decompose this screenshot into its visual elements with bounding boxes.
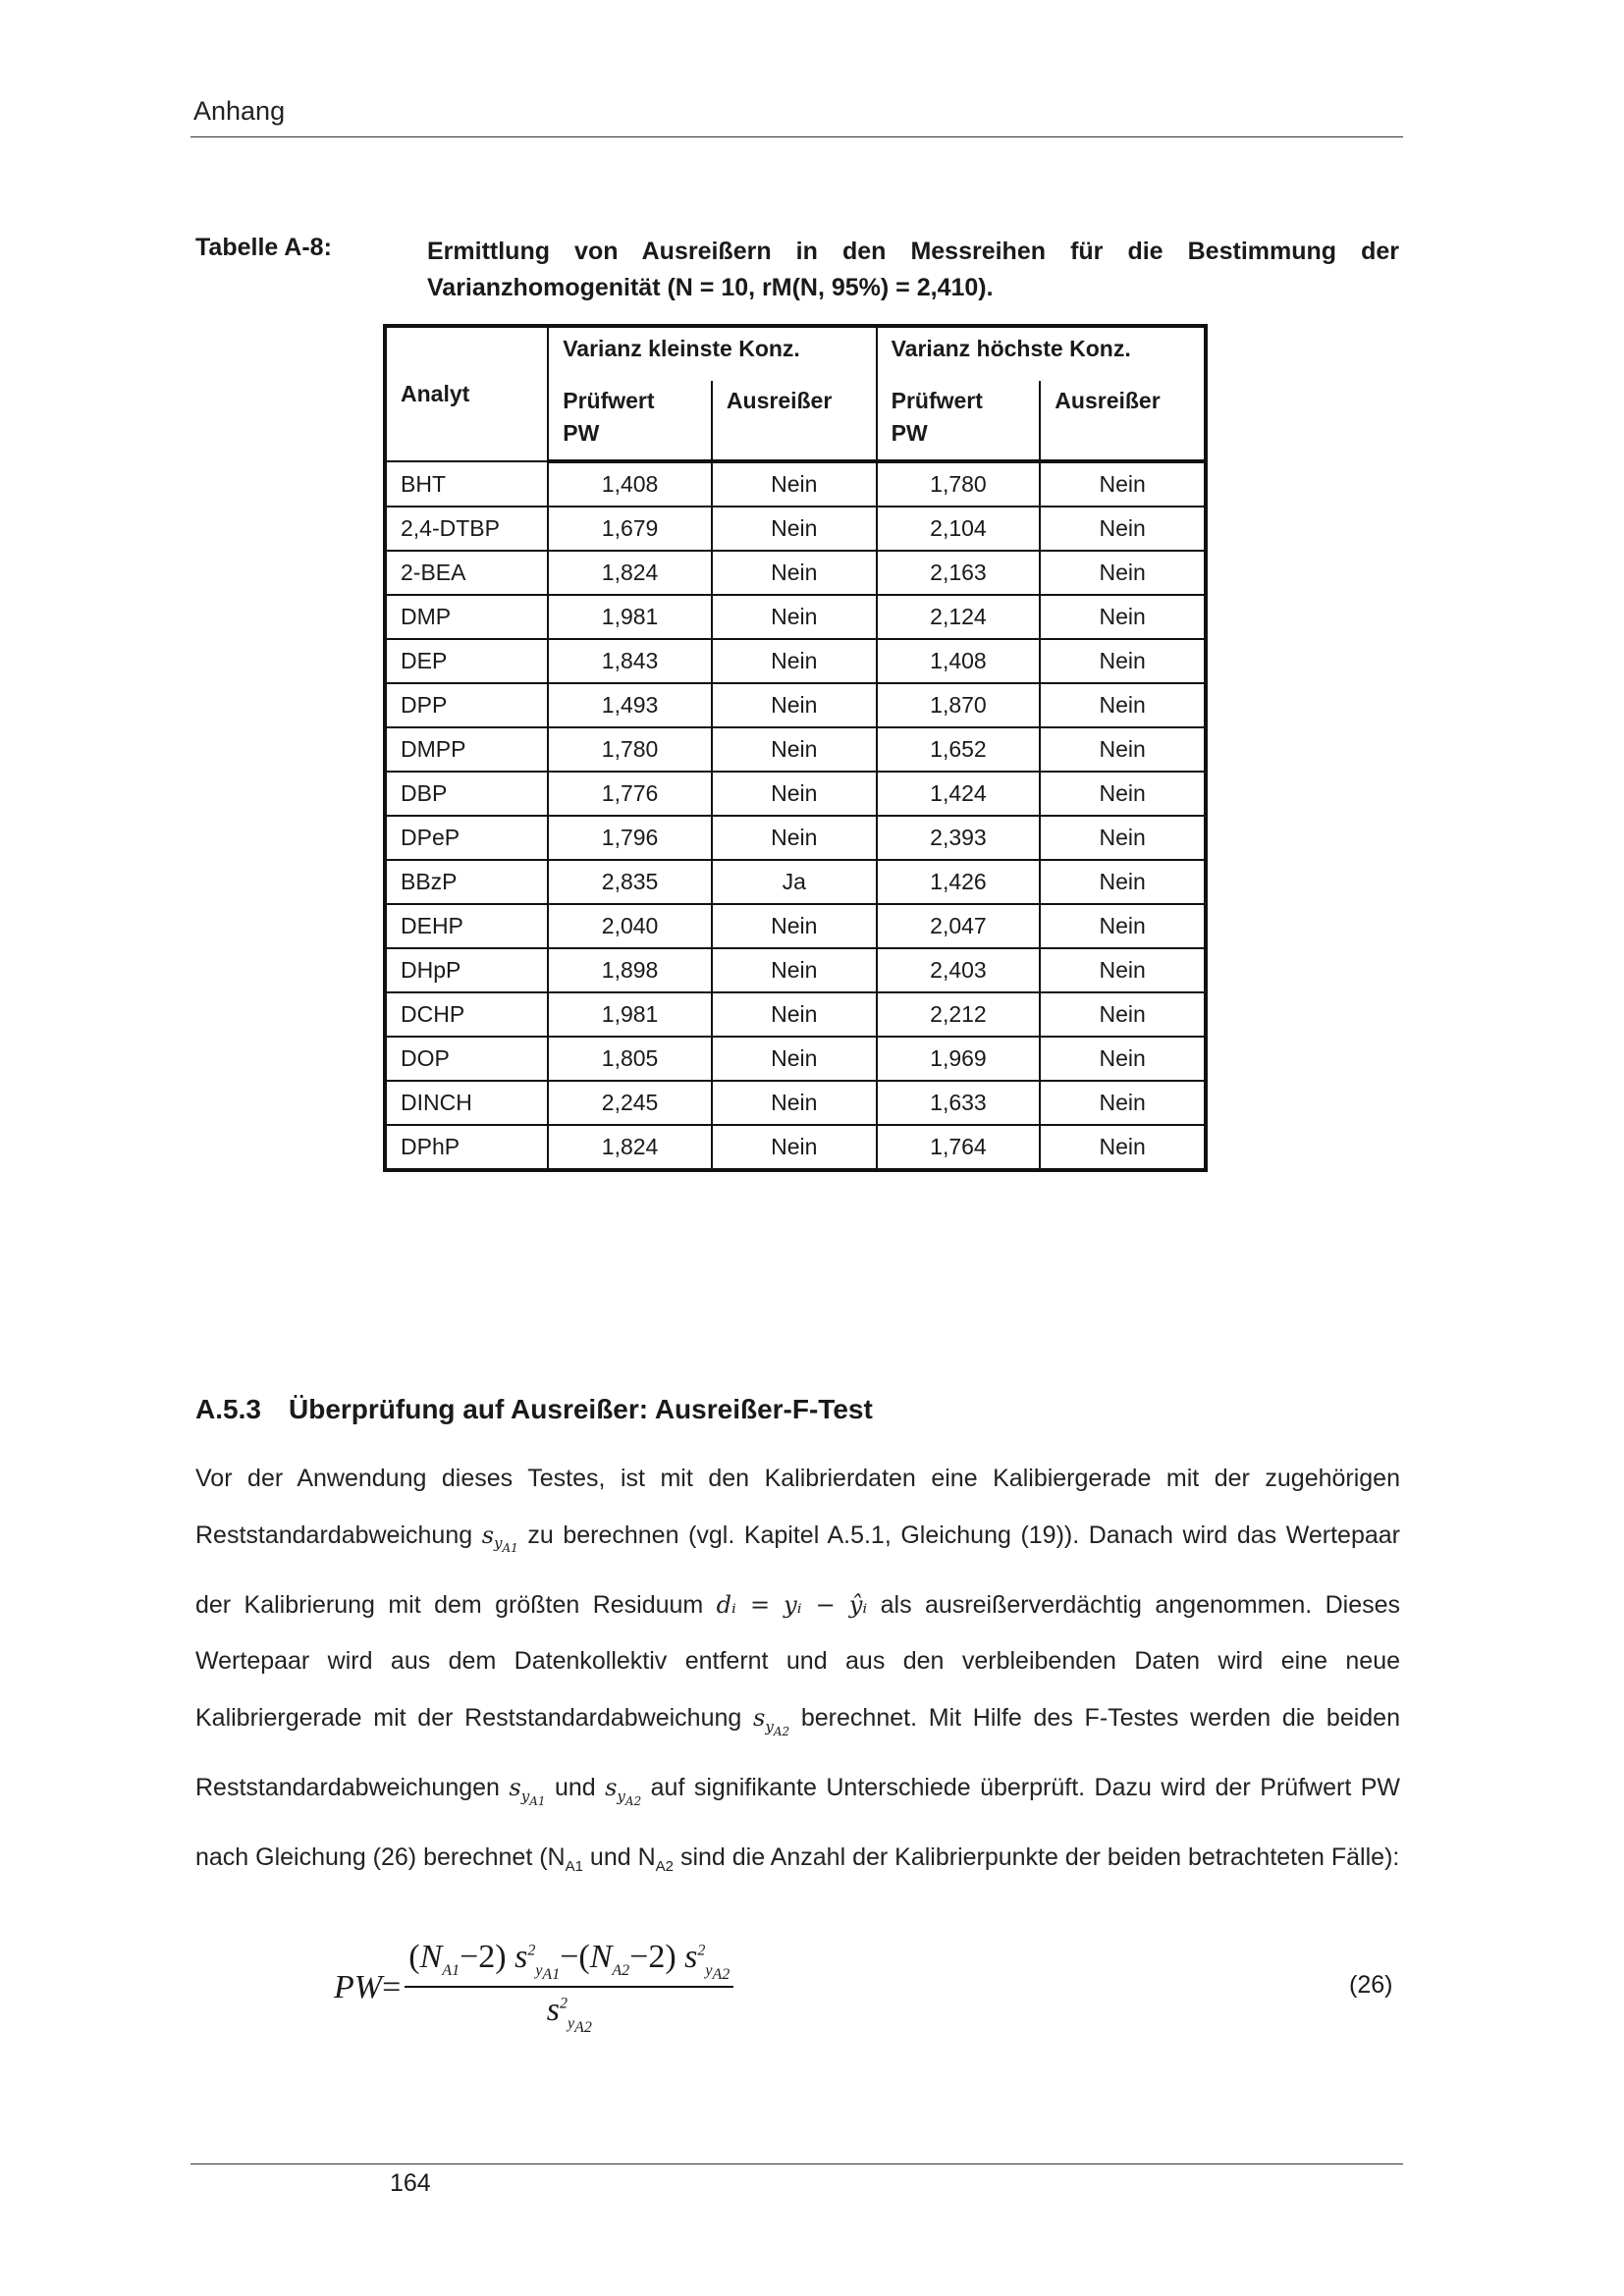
- cell-outlier-low: Nein: [712, 992, 877, 1037]
- cell-analyt: 2,4-DTBP: [385, 507, 548, 551]
- cell-pw-high: 1,426: [877, 860, 1041, 904]
- cell-analyt: 2-BEA: [385, 551, 548, 595]
- cell-outlier-high: Nein: [1040, 551, 1206, 595]
- cell-pw-high: 1,424: [877, 772, 1041, 816]
- cell-analyt: DPP: [385, 683, 548, 727]
- cell-analyt: DHpP: [385, 948, 548, 992]
- table-caption-label: Tabelle A-8:: [195, 234, 332, 261]
- para-text: und N: [582, 1843, 656, 1872]
- cell-outlier-low: Nein: [712, 551, 877, 595]
- section-number: A.5.3: [195, 1394, 261, 1424]
- col-header-analyt: Analyt: [385, 326, 548, 461]
- cell-pw-high: 2,047: [877, 904, 1041, 948]
- cell-analyt: DOP: [385, 1037, 548, 1081]
- cell-outlier-low: Nein: [712, 639, 877, 683]
- cell-pw-low: 1,679: [548, 507, 712, 551]
- cell-analyt: DPhP: [385, 1125, 548, 1170]
- cell-outlier-low: Nein: [712, 772, 877, 816]
- cell-outlier-low: Nein: [712, 683, 877, 727]
- cell-pw-low: 1,493: [548, 683, 712, 727]
- table-row: [385, 1081, 1206, 1125]
- cell-pw-low: 1,776: [548, 772, 712, 816]
- cell-outlier-low: Nein: [712, 1037, 877, 1081]
- math-s-y-a1: $s_{y_{A1}}$: [509, 1774, 546, 1808]
- cell-pw-low: 1,408: [548, 461, 712, 507]
- cell-pw-low: 1,780: [548, 727, 712, 772]
- equation-denominator: $s^2_{y_{A2}}$: [546, 1991, 592, 2036]
- table-caption-text: Ermittlung von Ausreißern in den Messreihen für die Bestimmung der Varianzhomogenität (N = 10, rM(N, 95%) = 2,410).: [427, 238, 1399, 301]
- subscript-a2: A2: [655, 1858, 674, 1876]
- col-header-pw-low: Prüfwert PW: [548, 381, 712, 461]
- cell-outlier-high: Nein: [1040, 904, 1206, 948]
- cell-analyt: DEHP: [385, 904, 548, 948]
- cell-pw-high: 2,393: [877, 816, 1041, 860]
- section-title: Überprüfung auf Ausreißer: Ausreißer-F-Test: [289, 1394, 873, 1424]
- cell-pw-high: 1,870: [877, 683, 1041, 727]
- cell-pw-high: 1,408: [877, 639, 1041, 683]
- para-text: Vor der Anwendung dieses Testes, ist mit den Kalibrierdaten eine Kalibiergerade mit der zugehörigen Reststandardabweichung: [195, 1465, 1400, 1549]
- para-text: und: [545, 1774, 606, 1802]
- math-s-y-a2: $s_{y_{A2}}$: [753, 1703, 790, 1738]
- table-body: [385, 461, 1206, 1170]
- cell-outlier-low: Nein: [712, 1081, 877, 1125]
- cell-outlier-high: Nein: [1040, 507, 1206, 551]
- math-residual: dᵢ = yᵢ − ŷᵢ: [716, 1590, 868, 1619]
- footer-rule: [190, 2163, 1403, 2164]
- cell-pw-high: 1,969: [877, 1037, 1041, 1081]
- col-group-lowest-conc: Varianz kleinste Konz.: [548, 326, 876, 381]
- cell-outlier-low: Nein: [712, 727, 877, 772]
- cell-pw-low: 1,805: [548, 1037, 712, 1081]
- cell-analyt: BHT: [385, 461, 548, 507]
- table-row: [385, 860, 1206, 904]
- table-row: [385, 816, 1206, 860]
- col-header-pw-high: Prüfwert PW: [877, 381, 1041, 461]
- cell-outlier-high: Nein: [1040, 461, 1206, 507]
- equation-fraction: [405, 1939, 733, 2037]
- cell-pw-low: 1,981: [548, 595, 712, 639]
- cell-outlier-high: Nein: [1040, 1081, 1206, 1125]
- cell-pw-high: 2,124: [877, 595, 1041, 639]
- table-row: [385, 1125, 1206, 1170]
- cell-pw-high: 2,104: [877, 507, 1041, 551]
- para-text: zu berechnen (vgl. Kapitel A.5.1, Gleichung (19)). Danach wird das Wertepaar der Kalibrierung mit dem größten Residuum: [195, 1521, 1400, 1619]
- cell-outlier-low: Nein: [712, 507, 877, 551]
- cell-pw-high: 1,633: [877, 1081, 1041, 1125]
- header-rule: [190, 136, 1403, 137]
- table-row: [385, 551, 1206, 595]
- cell-analyt: DPeP: [385, 816, 548, 860]
- cell-outlier-high: Nein: [1040, 1125, 1206, 1170]
- cell-outlier-low: Ja: [712, 860, 877, 904]
- table-row: [385, 1037, 1206, 1081]
- equation-26: PW = $\frac{(N_{A1}-2) s^2_{y_{A1}}-(N_{A2}-2) s^2_{y_{A2}}}{s^2_{y_{A2}}}$: [334, 1939, 733, 2037]
- subscript-a1: A1: [565, 1858, 583, 1876]
- cell-outlier-low: Nein: [712, 904, 877, 948]
- table-row: [385, 727, 1206, 772]
- col-group-highest-conc: Varianz höchste Konz.: [877, 326, 1206, 381]
- col-header-outlier-low: Ausreißer: [712, 381, 877, 461]
- para-text: auf signifikante Unterschiede überprüft. Dazu wird der Prüfwert PW nach Gleichung (26) berechnet (N: [195, 1774, 1400, 1872]
- cell-pw-high: 1,780: [877, 461, 1041, 507]
- cell-pw-low: 1,843: [548, 639, 712, 683]
- running-header: Anhang: [193, 96, 286, 126]
- cell-pw-high: 2,403: [877, 948, 1041, 992]
- cell-outlier-high: Nein: [1040, 639, 1206, 683]
- table-row: [385, 683, 1206, 727]
- cell-analyt: DMPP: [385, 727, 548, 772]
- cell-analyt: BBzP: [385, 860, 548, 904]
- cell-pw-low: 2,040: [548, 904, 712, 948]
- cell-outlier-high: Nein: [1040, 992, 1206, 1037]
- col-header-outlier-high: Ausreißer: [1040, 381, 1206, 461]
- table-row: [385, 772, 1206, 816]
- cell-analyt: DINCH: [385, 1081, 548, 1125]
- outlier-table: [383, 324, 1208, 1172]
- cell-pw-high: 1,652: [877, 727, 1041, 772]
- cell-outlier-low: Nein: [712, 461, 877, 507]
- page-number: 164: [390, 2169, 431, 2197]
- cell-pw-high: 2,212: [877, 992, 1041, 1037]
- section-heading: [195, 1394, 873, 1425]
- cell-analyt: DMP: [385, 595, 548, 639]
- cell-outlier-high: Nein: [1040, 772, 1206, 816]
- cell-outlier-high: Nein: [1040, 595, 1206, 639]
- cell-pw-low: 1,898: [548, 948, 712, 992]
- cell-outlier-high: Nein: [1040, 948, 1206, 992]
- cell-analyt: DBP: [385, 772, 548, 816]
- cell-outlier-low: Nein: [712, 595, 877, 639]
- cell-analyt: DCHP: [385, 992, 548, 1037]
- equation-number: (26): [1349, 1971, 1393, 1999]
- cell-pw-high: 1,764: [877, 1125, 1041, 1170]
- cell-outlier-high: Nein: [1040, 860, 1206, 904]
- cell-pw-low: 1,981: [548, 992, 712, 1037]
- cell-outlier-high: Nein: [1040, 727, 1206, 772]
- cell-outlier-high: Nein: [1040, 683, 1206, 727]
- table-row: [385, 948, 1206, 992]
- cell-pw-low: 1,796: [548, 816, 712, 860]
- body-paragraph: [195, 1451, 1400, 1896]
- table-row: [385, 507, 1206, 551]
- math-s-y-a2: $s_{y_{A2}}$: [605, 1774, 642, 1808]
- table-row: [385, 904, 1206, 948]
- cell-outlier-low: Nein: [712, 1125, 877, 1170]
- cell-analyt: DEP: [385, 639, 548, 683]
- table-row: [385, 992, 1206, 1037]
- para-text: sind die Anzahl der Kalibrierpunkte der beiden betrachteten Fälle):: [674, 1843, 1400, 1872]
- para-text: als ausreißerverdächtig angenommen. Dieses Wertepaar wird aus dem Datenkollektiv entfernt und aus den verbleibenden Daten wird eine neue Kalibriergerade mit der Reststandardabweichung: [195, 1590, 1401, 1732]
- table-row: [385, 639, 1206, 683]
- cell-pw-low: 1,824: [548, 1125, 712, 1170]
- para-text: berechnet. Mit Hilfe des F-Testes werden die beiden Reststandardabweichungen: [195, 1703, 1400, 1802]
- math-s-y-a1: $s_{y_{A1}}$: [481, 1521, 518, 1556]
- table-row: [385, 595, 1206, 639]
- cell-pw-low: 2,245: [548, 1081, 712, 1125]
- equation-lhs: PW: [334, 1968, 383, 2005]
- cell-outlier-high: Nein: [1040, 816, 1206, 860]
- cell-outlier-low: Nein: [712, 948, 877, 992]
- cell-pw-high: 2,163: [877, 551, 1041, 595]
- cell-pw-low: 1,824: [548, 551, 712, 595]
- cell-outlier-high: Nein: [1040, 1037, 1206, 1081]
- cell-pw-low: 2,835: [548, 860, 712, 904]
- cell-outlier-low: Nein: [712, 816, 877, 860]
- equation-numerator: $(N_{A1}-2)$ $s^2_{y_{A1}}-(N_{A2}-2)$ $s^2_{y_{A2}}$: [405, 1939, 733, 1988]
- table-row: [385, 461, 1206, 507]
